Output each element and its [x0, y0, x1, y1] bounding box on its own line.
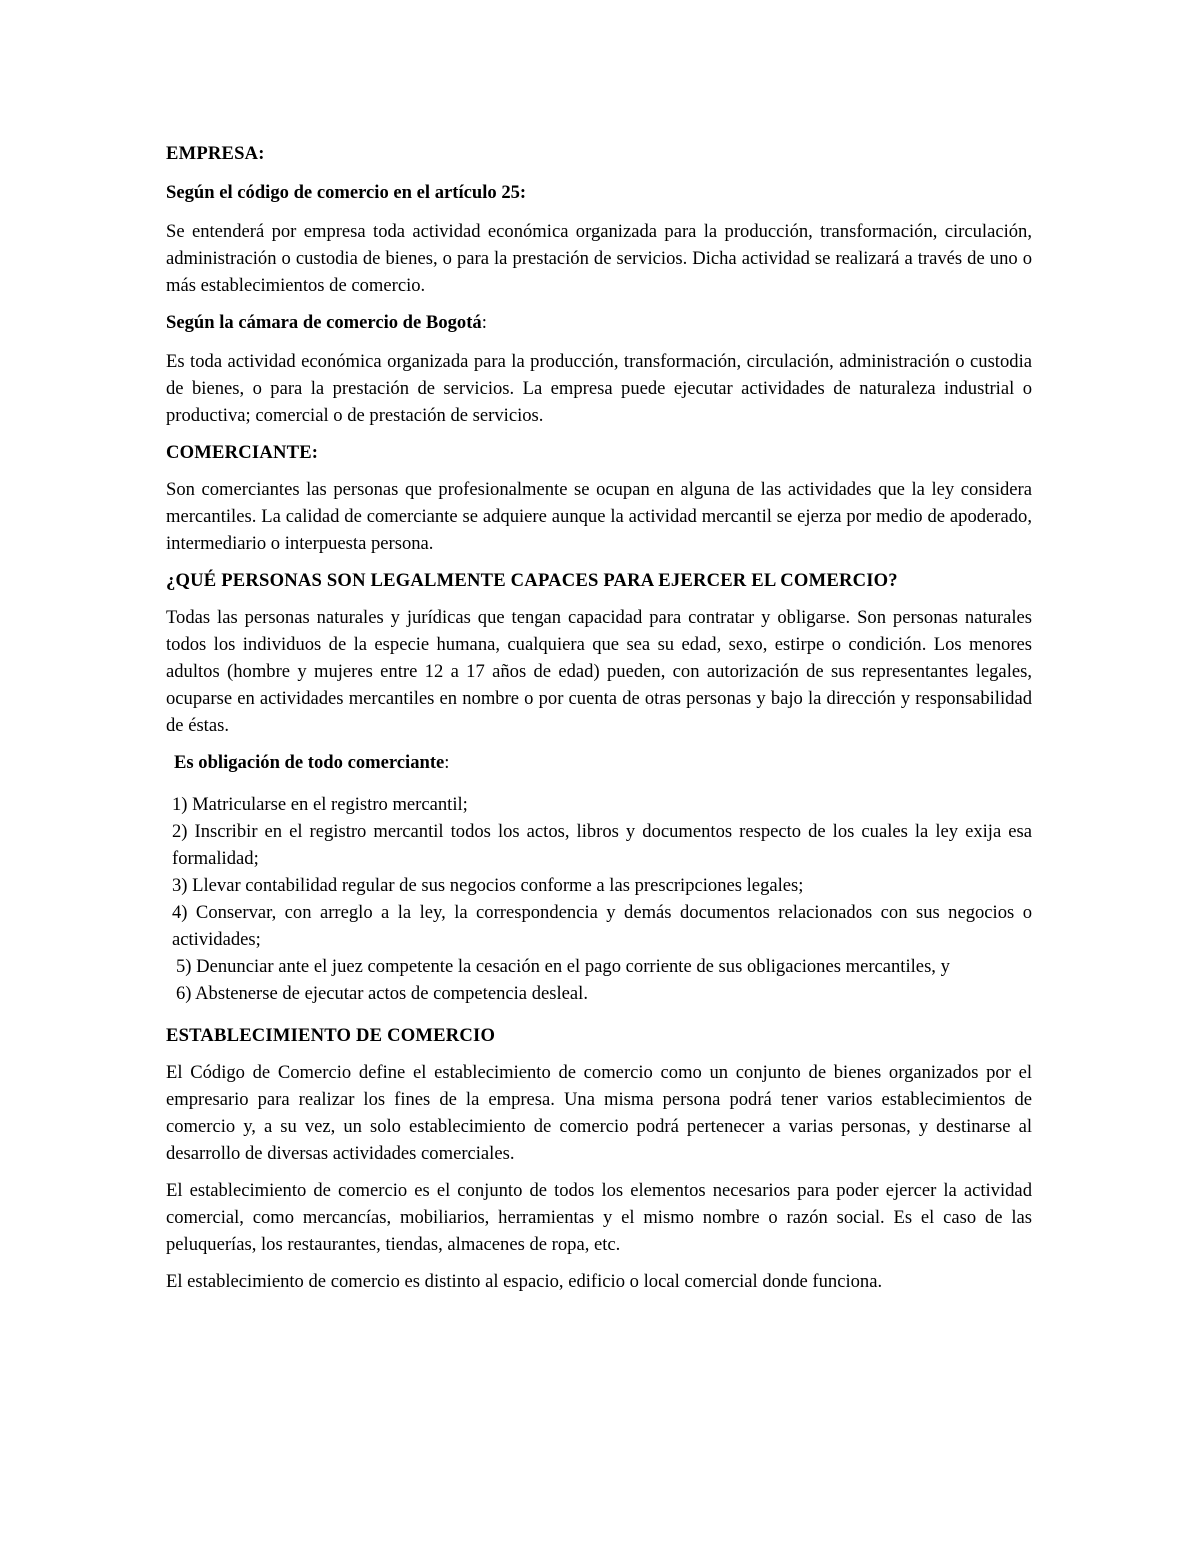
camara-colon: : — [481, 312, 487, 333]
empresa-title: EMPRESA: — [166, 143, 265, 164]
codigo-heading: Según el código de comercio en el artículo 25: — [166, 182, 527, 203]
list-item: 5) Denunciar ante el juez competente la cesación en el pago corriente de sus obligaciones mercantiles, y — [176, 956, 950, 977]
capaces-paragraph: Todas las personas naturales y jurídicas que tengan capacidad para contratar y obligarse. Son personas naturales todos los individuos de la especie humana, cualquiera que sea su edad, sexo, estirpe o condición. Los menores adultos (hombre y mujeres entre 12 a 17 años de edad) pueden, con autorización de sus representantes legales, ocuparse en actividades mercantiles en nombre o por cuenta de otras personas y bajo la dirección y responsabilidad de éstas. — [166, 607, 1032, 736]
document-page — [166, 140, 1032, 1295]
capaces-title: ¿QUÉ PERSONAS SON LEGALMENTE CAPACES PARA EJERCER EL COMERCIO? — [166, 570, 898, 591]
camara-heading: Según la cámara de comercio de Bogotá — [166, 312, 482, 333]
list-item: 4) Conservar, con arreglo a la ley, la correspondencia y demás documentos relacionados con sus negocios o actividades; — [172, 902, 1032, 950]
establecimiento-paragraph-3: El establecimiento de comercio es distinto al espacio, edificio o local comercial donde funciona. — [166, 1271, 883, 1292]
obligaciones-list — [166, 791, 1032, 1007]
obligacion-heading: Es obligación de todo comerciante — [174, 752, 445, 773]
obligacion-colon: : — [444, 752, 450, 773]
comerciante-paragraph: Son comerciantes las personas que profesionalmente se ocupan en alguna de las actividades que la ley considera mercantiles. La calidad de comerciante se adquiere aunque la actividad mercantil se ejerza por medio de apoderado, intermediario o interpuesta persona. — [166, 479, 1032, 554]
list-item: 6) Abstenerse de ejecutar actos de competencia desleal. — [176, 983, 588, 1004]
list-item: 1) Matricularse en el registro mercantil; — [172, 794, 468, 815]
list-item: 2) Inscribir en el registro mercantil todos los actos, libros y documentos respecto de los cuales la ley exija esa formalidad; — [172, 821, 1032, 869]
obligacion-heading-line — [166, 749, 1032, 776]
camara-heading-line — [166, 309, 1032, 336]
list-item: 3) Llevar contabilidad regular de sus negocios conforme a las prescripciones legales; — [172, 875, 804, 896]
establecimiento-title: ESTABLECIMIENTO DE COMERCIO — [166, 1025, 496, 1046]
camara-paragraph: Es toda actividad económica organizada para la producción, transformación, circulación, administración o custodia de bienes, o para la prestación de servicios. La empresa puede ejecutar actividades de naturaleza industrial o productiva; comercial o de prestación de servicios. — [166, 351, 1032, 426]
establecimiento-paragraph-2: El establecimiento de comercio es el conjunto de todos los elementos necesarios para poder ejercer la actividad comercial, como mercancías, mobiliarios, herramientas y el mismo nombre o razón social. Es el caso de las peluquerías, los restaurantes, tiendas, almacenes de ropa, etc. — [166, 1180, 1032, 1255]
comerciante-title: COMERCIANTE: — [166, 442, 319, 463]
codigo-paragraph: Se entenderá por empresa toda actividad económica organizada para la producción, transformación, circulación, administración o custodia de bienes, o para la prestación de servicios. Dicha actividad se realizará a través de uno o más establecimientos de comercio. — [166, 221, 1032, 296]
establecimiento-paragraph-1: El Código de Comercio define el establecimiento de comercio como un conjunto de bienes organizados por el empresario para realizar los fines de la empresa. Una misma persona podrá tener varios establecimientos de comercio y, a su vez, un solo establecimiento de comercio podrá pertenecer a varias personas, y destinarse al desarrollo de diversas actividades comerciales. — [166, 1062, 1032, 1164]
